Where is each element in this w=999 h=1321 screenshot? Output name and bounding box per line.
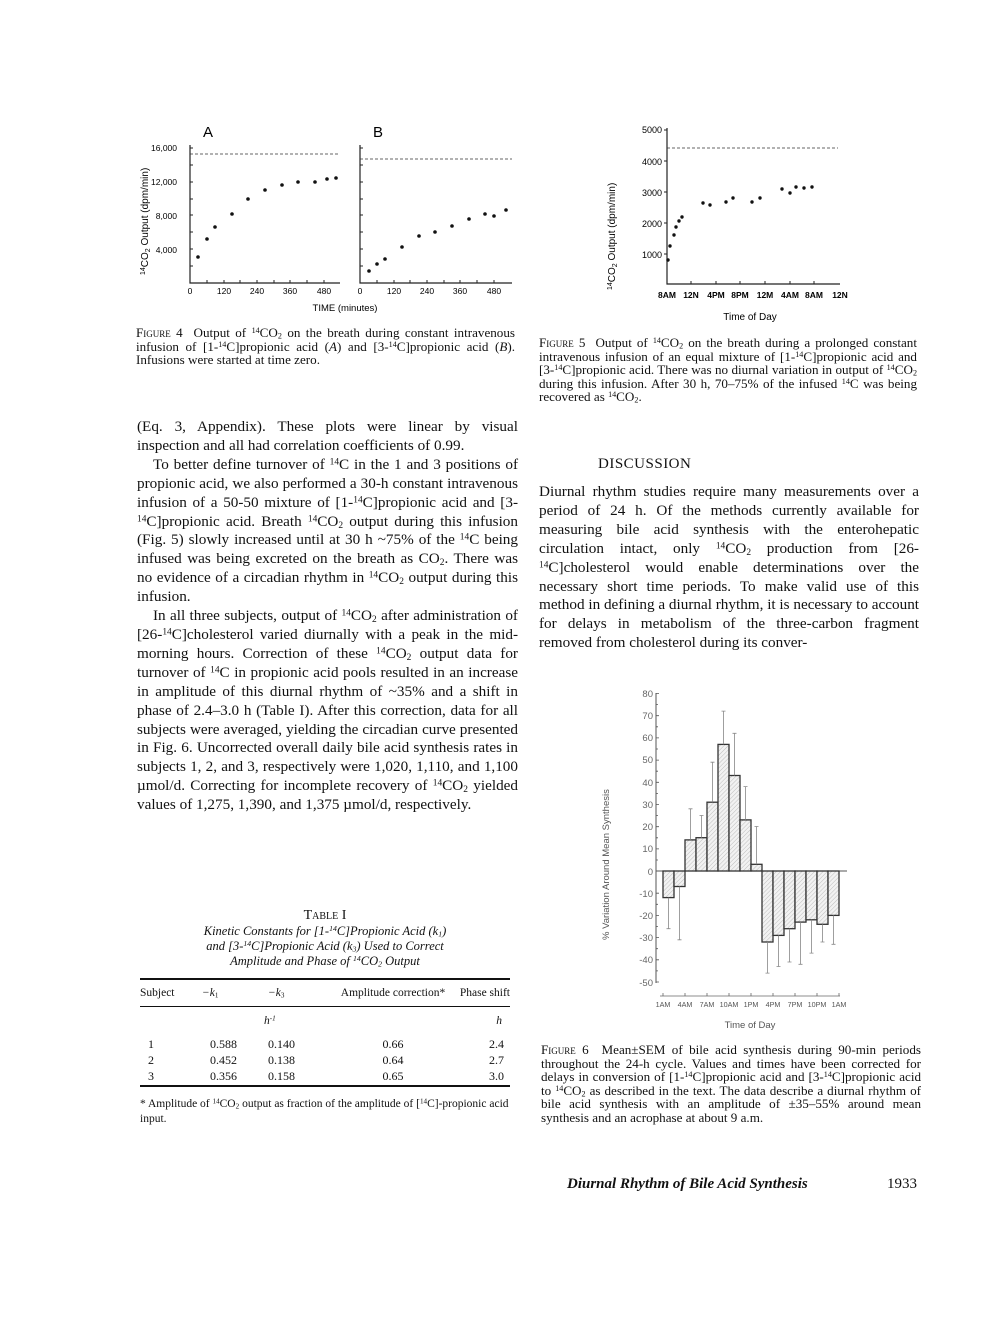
svg-text:120: 120: [386, 286, 402, 296]
figure-5-yticks: [642, 125, 662, 260]
svg-text:1AM: 1AM: [655, 1000, 671, 1009]
svg-text:8,000: 8,000: [155, 211, 177, 221]
svg-text:50: 50: [642, 755, 653, 766]
figure-4a-points: [196, 176, 338, 259]
figure-6-yticks: [639, 689, 653, 989]
figure-4b-points: [367, 208, 508, 273]
svg-text:16,000: 16,000: [151, 143, 177, 153]
figure-6-xticks: [656, 1000, 847, 1009]
svg-text:8AM: 8AM: [805, 290, 823, 300]
table-1: [140, 908, 510, 1127]
figure-4-xticks: [188, 286, 502, 296]
svg-text:60: 60: [642, 733, 653, 744]
svg-text:4PM: 4PM: [707, 290, 725, 300]
svg-text:-50: -50: [639, 978, 653, 989]
figure-5-xlabel: Time of Day: [723, 312, 777, 323]
figure-5-plot: [595, 115, 860, 325]
figure-4-caption: [136, 326, 515, 367]
table-1-label: Table I: [303, 908, 347, 923]
figure-4-plot: [130, 115, 530, 315]
figure-4-xlabel: TIME (minutes): [312, 303, 378, 314]
running-title: Diurnal Rhythm of Bile Acid Synthesis: [567, 1176, 808, 1192]
figure-6-xlabel: Time of Day: [724, 1020, 776, 1031]
svg-text:1000: 1000: [641, 250, 662, 260]
svg-text:240: 240: [249, 286, 265, 296]
figure-5-ylabel: $^{14}CO_2$ Output (dpm/min): [607, 182, 619, 290]
discussion-paragraph: Diurnal rhythm studies require many measurements over a period of 24 h. Of the methods currently available for measuring bile acid synthesis with the enterohepatic circulation intact, only $^{14}CO_2$ production from [26-$^{14}$C]cholesterol would enable determinations over the necessary short time periods. To make valid use of this method in defining a diurnal rhythm, it is necessary to account for delays in metabolism of the three-carbon fragment removed from cholesterol during its conver-: [539, 483, 920, 652]
svg-text:70: 70: [642, 711, 653, 722]
svg-text:240: 240: [419, 286, 435, 296]
table-1-title: Kinetic Constants for [1-$^{14}$C]Propionic Acid $(k_1)$ and [3-$^{14}$C]Propionic Acid $(k_3)$ Used to Correct Amplitude and Phase of $^{14}CO_2$ Output: [203, 924, 447, 969]
svg-text:-40: -40: [639, 955, 653, 966]
figure-4-yticks: [151, 143, 177, 255]
unit-phase: h: [496, 1015, 502, 1028]
svg-text:8AM: 8AM: [658, 290, 676, 300]
figure-5-caption: [539, 336, 917, 404]
svg-text:20: 20: [642, 822, 653, 833]
col-header-amplitude: Amplitude correction*: [340, 986, 446, 999]
figure-6-caption-label: Figure 6: [541, 1042, 589, 1057]
col-header-phase: Phase shift: [459, 986, 510, 999]
svg-text:0: 0: [647, 867, 653, 878]
svg-text:-20: -20: [639, 911, 653, 922]
panel-label-a: A: [203, 124, 214, 141]
paragraph-2: To better define turnover of $^{14}$C in the 1 and 3 positions of propionic acid, we also performed a 30-h constant intravenous infusion of a 50-50 mixture of [1-$^{14}$C]propionic acid and [3-$^{14}$C]propionic acid. Breath $^{14}CO_2$ output during this infusion (Fig. 5) slowly increased until at 30 h ~75% of the $^{14}$C being infused was being excreted on the breath as $CO_2$. There was no evidence of a circadian rhythm in $^{14}CO_2$ output during this infusion.: [137, 455, 519, 606]
svg-text:12N: 12N: [832, 290, 848, 300]
svg-text:1AM: 1AM: [831, 1000, 847, 1009]
figure-4-ylabel: $^{14}CO_2$ Output (dpm/min): [140, 167, 152, 275]
svg-text:4AM: 4AM: [677, 1000, 693, 1009]
svg-text:80: 80: [642, 689, 653, 700]
svg-text:-10: -10: [639, 889, 653, 900]
figure-6-caption: [541, 1043, 921, 1125]
svg-text:12M: 12M: [756, 290, 774, 300]
svg-text:30: 30: [642, 800, 653, 811]
figure-6-bars: [663, 744, 839, 942]
figure-6: [590, 680, 870, 1035]
svg-text:1PM: 1PM: [743, 1000, 759, 1009]
svg-text:4,000: 4,000: [155, 245, 177, 255]
svg-text:480: 480: [316, 286, 332, 296]
figure-5-caption-text: Output of $^{14}CO_2$ on the breath during a prolonged constant intravenous infusion of an equal mixture of [1-$^{14}$C]propionic acid and [3-$^{14}$C]propionic acid. There was no diurnal variation in output of $^{14}CO_2$ during this infusion. After 30 h, 70–75% of the infused $^{14}$C was being recovered as $^{14}CO_2$.: [539, 335, 917, 405]
figure-6-caption-text: Mean±SEM of bile acid synthesis during 90-min periods throughout the 24-h cycle. Values and times have been corrected for delays in conversion of [1-$^{14}$C]propionic acid and [3-$^{14}$C]propionic acid to $^{14}CO_2$ as described in the text. The data describe a diurnal rhythm of bile acid synthesis with an amplitude of ±35–55% around mean synthesis and an acrophase at about 9 a.m.: [541, 1042, 922, 1125]
svg-text:0: 0: [357, 286, 363, 296]
svg-text:360: 360: [282, 286, 298, 296]
page-number: 1933: [887, 1176, 917, 1192]
svg-text:7PM: 7PM: [787, 1000, 803, 1009]
svg-text:10PM: 10PM: [807, 1000, 827, 1009]
panel-label-b: B: [373, 124, 384, 141]
col-header-k3: $-k_3$: [268, 986, 285, 1000]
unit-k: $h^{-1}$: [264, 1014, 276, 1028]
svg-text:-30: -30: [639, 933, 653, 944]
figure-6-ylabel: % Variation Around Mean Synthesis: [601, 789, 612, 940]
table-1-grid: [140, 980, 510, 1087]
discussion-heading: DISCUSSION: [598, 456, 692, 472]
table-1-footnote: * Amplitude of $^{14}CO_2$ output as fraction of the amplitude of [$^{14}$C]-propionic acid input.: [140, 1097, 509, 1125]
svg-text:3000: 3000: [641, 188, 662, 198]
svg-text:7AM: 7AM: [699, 1000, 715, 1009]
svg-text:4000: 4000: [641, 157, 662, 167]
svg-text:8PM: 8PM: [731, 290, 749, 300]
figure-4-caption-text: Output of $^{14}CO_2$ on the breath during constant intravenous infusion of [1-$^{14}$C]propionic acid (A) and [3-$^{14}$C]propionic acid (B). Infusions were started at time zero.: [136, 325, 515, 368]
figure-5: [595, 115, 860, 325]
svg-text:120: 120: [216, 286, 232, 296]
svg-text:40: 40: [642, 778, 653, 789]
table-row: 3 0.356 0.158 0.65 3.0: [140, 1068, 510, 1086]
col-header-subject: Subject: [140, 986, 175, 999]
figure-5-points: [666, 185, 813, 261]
figure-4-caption-label: Figure 4: [136, 325, 183, 340]
svg-text:5000: 5000: [641, 125, 662, 135]
svg-text:10AM: 10AM: [719, 1000, 739, 1009]
svg-text:360: 360: [452, 286, 468, 296]
figure-6-plot: [590, 680, 870, 1035]
svg-text:4PM: 4PM: [765, 1000, 781, 1009]
svg-text:4AM: 4AM: [781, 290, 799, 300]
figure-5-xticks: [658, 290, 848, 300]
paragraph-3: In all three subjects, output of $^{14}CO_2$ after administration of [26-$^{14}$C]cholesterol varied diurnally with a peak in the mid-morning hours. Correction of these $^{14}CO_2$ output data for turnover of $^{14}$C in propionic acid pools resulted in an increase in amplitude of this diurnal rhythm of ~35% and a shift in phase of 2.4–3.0 h (Table I). After this correction, data for all subjects were averaged, yielding the circadian curve presented in Fig. 6. Uncorrected overall daily bile acid synthesis rates in subjects 1, 2, and 3, respectively were 1,020, 1,110, and 1,100 µmol/d. Correcting for incomplete recovery of $^{14}CO_2$ yielded values of 1,275, 1,390, and 1,375 µmol/d, respectively.: [137, 607, 518, 814]
paragraph-1: (Eq. 3, Appendix). These plots were linear by visual inspection and all had correlation coefficients of 0.99.: [137, 418, 518, 454]
table-row: 1 0.588 0.140 0.66 2.4: [148, 1036, 504, 1051]
figure-4: [130, 115, 530, 315]
svg-text:0: 0: [187, 286, 193, 296]
left-column-body: [137, 418, 518, 815]
svg-text:2000: 2000: [641, 219, 662, 229]
col-header-k1: $-k_1$: [202, 986, 219, 1000]
table-row: 2 0.452 0.138 0.64 2.7: [148, 1052, 504, 1067]
svg-text:10: 10: [642, 844, 653, 855]
svg-text:12N: 12N: [683, 290, 699, 300]
figure-5-caption-label: Figure 5: [539, 335, 586, 350]
svg-text:480: 480: [486, 286, 502, 296]
svg-text:12,000: 12,000: [151, 177, 177, 187]
